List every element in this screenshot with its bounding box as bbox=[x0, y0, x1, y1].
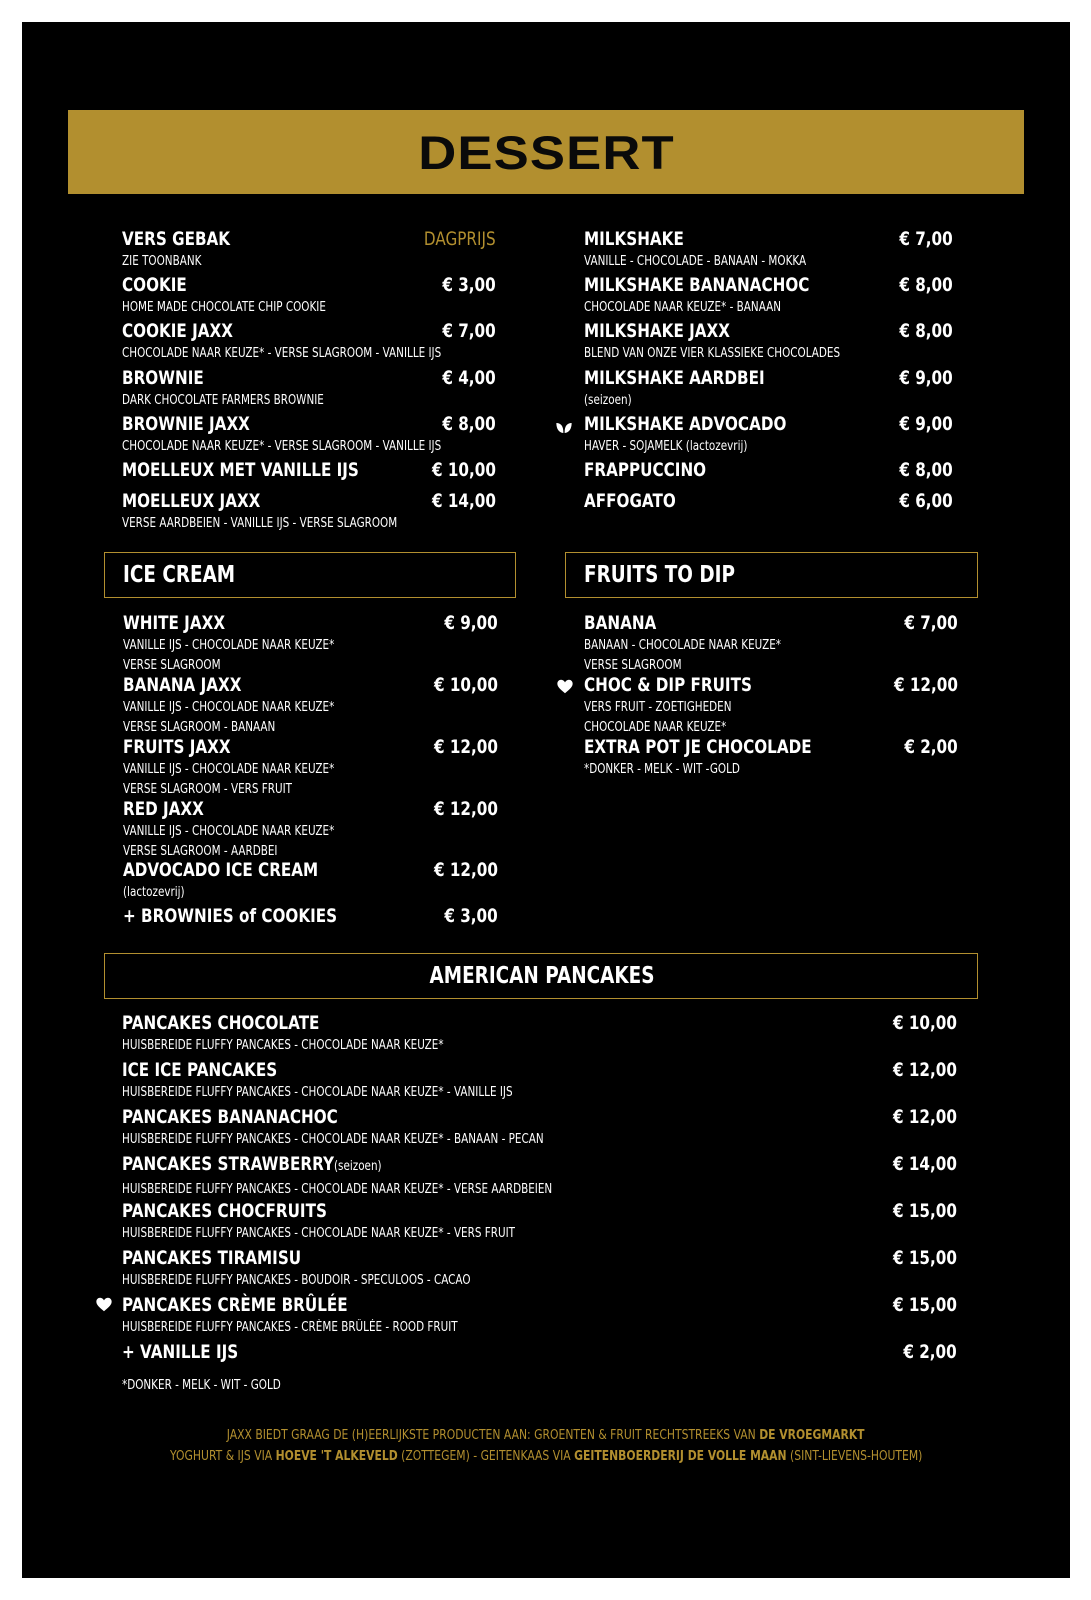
item-name: PANCAKES CRÈME BRÛLÉE bbox=[122, 1294, 348, 1316]
item-name: PANCAKES STRAWBERRY(seizoen) bbox=[122, 1153, 382, 1178]
item-name: MILKSHAKE AARDBEI bbox=[584, 367, 765, 389]
item-price: € 15,00 bbox=[893, 1247, 957, 1269]
item-price: € 9,00 bbox=[899, 367, 953, 389]
menu-item-milkshake-jaxx bbox=[584, 320, 953, 362]
menu-item-choc-dip-fruits bbox=[584, 674, 958, 735]
item-description: DARK CHOCOLATE FARMERS BROWNIE bbox=[122, 393, 324, 408]
item-name: COOKIE JAXX bbox=[122, 320, 233, 342]
item-price: € 8,00 bbox=[899, 320, 953, 342]
item-description: HUISBEREIDE FLUFFY PANCAKES - CHOCOLADE NAAR KEUZE* - VANILLE IJS bbox=[122, 1085, 513, 1100]
item-price: DAGPRIJS bbox=[424, 228, 496, 250]
item-price: € 10,00 bbox=[893, 1012, 957, 1034]
item-name: MILKSHAKE JAXX bbox=[584, 320, 730, 342]
item-price: € 6,00 bbox=[899, 490, 953, 512]
menu-item-milkshake-advocado bbox=[584, 413, 953, 455]
item-name: FRUITS JAXX bbox=[123, 736, 231, 758]
section-title-american-pancakes: AMERICAN PANCAKES bbox=[429, 963, 655, 989]
item-name: MOELLEUX JAXX bbox=[122, 490, 261, 512]
menu-item-banana bbox=[584, 612, 958, 673]
item-name: COOKIE bbox=[122, 274, 187, 296]
item-name: RED JAXX bbox=[123, 798, 204, 820]
item-name: WHITE JAXX bbox=[123, 612, 226, 634]
item-note: (seizoen) bbox=[333, 1159, 382, 1174]
item-description: VANILLE IJS - CHOCOLADE NAAR KEUZE* bbox=[123, 700, 335, 715]
item-price: € 7,00 bbox=[899, 228, 953, 250]
menu-item-milkshake-aardbei bbox=[584, 367, 953, 409]
menu-item-cookie bbox=[122, 274, 496, 316]
menu-item-fruits-jaxx bbox=[123, 736, 498, 797]
item-name: MILKSHAKE BANANACHOC bbox=[584, 274, 810, 296]
menu-item-extra-pot-je-chocolade bbox=[584, 736, 958, 778]
menu-item-ice-ice-pancakes bbox=[122, 1059, 957, 1101]
menu-item-pancakes-bananachoc bbox=[122, 1106, 957, 1148]
menu-item-moelleux-jaxx bbox=[122, 490, 496, 532]
item-price: € 15,00 bbox=[893, 1294, 957, 1316]
item-description: VERSE SLAGROOM bbox=[123, 657, 221, 673]
item-price: € 12,00 bbox=[893, 1059, 957, 1081]
menu-item-milkshake bbox=[584, 228, 953, 270]
item-description: HUISBEREIDE FLUFFY PANCAKES - CRÈME BRÛLÉE - ROOD FRUIT bbox=[122, 1320, 458, 1335]
item-description: *DONKER - MELK - WIT -GOLD bbox=[584, 762, 740, 777]
item-name: BANANA bbox=[584, 612, 657, 634]
item-description: (lactozevrij) bbox=[123, 885, 185, 900]
menu-item-vers-gebak bbox=[122, 228, 496, 270]
footer-line-2: YOGHURT & IJS VIA HOEVE 'T ALKEVELD (ZOTTEGEM) - GEITENKAAS VIA GEITENBOERDERIJ DE VOLLE MAAN (SINT-LIEVENS-HOUTEM) bbox=[169, 1448, 923, 1464]
menu-item-pancakes-chocfruits bbox=[122, 1200, 957, 1242]
item-price: € 14,00 bbox=[893, 1153, 957, 1175]
item-price: € 3,00 bbox=[444, 905, 498, 927]
menu-item-brownies-of-cookies bbox=[123, 905, 498, 927]
menu-item-white-jaxx bbox=[123, 612, 498, 673]
item-description: HUISBEREIDE FLUFFY PANCAKES - CHOCOLADE NAAR KEUZE* - BANAAN - PECAN bbox=[122, 1132, 544, 1147]
item-name: EXTRA POT JE CHOCOLADE bbox=[584, 736, 812, 758]
section-header-american-pancakes bbox=[104, 953, 978, 999]
item-description: CHOCOLADE NAAR KEUZE* bbox=[584, 719, 727, 735]
menu-item-frappuccino bbox=[584, 459, 953, 481]
section-header-ice-cream bbox=[104, 552, 516, 598]
menu-item-pancakes-chocolate bbox=[122, 1012, 957, 1054]
footer-line-1: JAXX BIEDT GRAAG DE (H)EERLIJKSTE PRODUCTEN AAN: GROENTEN & FRUIT RECHTSTREEKS VAN DE VROEGMARKT bbox=[227, 1427, 865, 1443]
item-name: + VANILLE IJS bbox=[122, 1341, 239, 1363]
item-price: € 10,00 bbox=[432, 459, 496, 481]
leaf-icon bbox=[555, 419, 573, 437]
item-price: € 12,00 bbox=[894, 674, 958, 696]
section-title-ice-cream: ICE CREAM bbox=[123, 562, 236, 588]
item-name: + BROWNIES of COOKIES bbox=[123, 905, 338, 927]
item-price: € 8,00 bbox=[899, 274, 953, 296]
item-price: € 14,00 bbox=[432, 490, 496, 512]
menu-item-vanille-ijs bbox=[122, 1341, 957, 1363]
item-description: CHOCOLADE NAAR KEUZE* - VERSE SLAGROOM - VANILLE IJS bbox=[122, 439, 442, 454]
item-description: BANAAN - CHOCOLADE NAAR KEUZE* bbox=[584, 638, 781, 653]
item-name: BANANA JAXX bbox=[123, 674, 242, 696]
item-name: PANCAKES BANANACHOC bbox=[122, 1106, 338, 1128]
item-price: € 8,00 bbox=[899, 459, 953, 481]
item-price: € 15,00 bbox=[893, 1200, 957, 1222]
item-name: MILKSHAKE ADVOCADO bbox=[584, 413, 787, 435]
item-price: € 12,00 bbox=[893, 1106, 957, 1128]
menu-item-brownie bbox=[122, 367, 496, 409]
title-banner bbox=[68, 110, 1024, 194]
item-price: € 8,00 bbox=[442, 413, 496, 435]
menu-item-cookie-jaxx bbox=[122, 320, 496, 362]
item-price: € 2,00 bbox=[904, 736, 958, 758]
item-description: VERSE SLAGROOM - BANAAN bbox=[123, 719, 276, 735]
item-price: € 12,00 bbox=[434, 798, 498, 820]
item-name: AFFOGATO bbox=[584, 490, 676, 512]
item-name: BROWNIE bbox=[122, 367, 204, 389]
item-price: € 7,00 bbox=[442, 320, 496, 342]
item-description: BLEND VAN ONZE VIER KLASSIEKE CHOCOLADES bbox=[584, 346, 841, 361]
page-title: DESSERT bbox=[417, 125, 675, 179]
item-description: VANILLE IJS - CHOCOLADE NAAR KEUZE* bbox=[123, 762, 335, 777]
menu-item-brownie-jaxx bbox=[122, 413, 496, 455]
item-name: FRAPPUCCINO bbox=[584, 459, 707, 481]
item-description: VERSE SLAGROOM - AARDBEI bbox=[123, 843, 278, 859]
item-name: MOELLEUX MET VANILLE IJS bbox=[122, 459, 359, 481]
item-description: HUISBEREIDE FLUFFY PANCAKES - CHOCOLADE NAAR KEUZE* - VERSE AARDBEIEN bbox=[122, 1182, 553, 1197]
menu-item-moelleux-met-vanille-ijs bbox=[122, 459, 496, 481]
item-price: € 12,00 bbox=[434, 736, 498, 758]
menu-card bbox=[22, 22, 1070, 1578]
menu-item-milkshake-bananachoc bbox=[584, 274, 953, 316]
menu-item-pancakes-strawberry bbox=[122, 1153, 957, 1198]
item-name: CHOC & DIP FRUITS bbox=[584, 674, 752, 696]
item-description: VERSE SLAGROOM bbox=[584, 657, 682, 673]
item-price: € 9,00 bbox=[899, 413, 953, 435]
item-description: HAVER - SOJAMELK (lactozevrij) bbox=[584, 439, 748, 454]
item-description: ZIE TOONBANK bbox=[122, 254, 202, 269]
menu-item-affogato bbox=[584, 490, 953, 512]
heart-icon bbox=[556, 678, 574, 696]
item-description: HUISBEREIDE FLUFFY PANCAKES - CHOCOLADE NAAR KEUZE* - VERS FRUIT bbox=[122, 1226, 516, 1241]
item-name: BROWNIE JAXX bbox=[122, 413, 250, 435]
item-description: CHOCOLADE NAAR KEUZE* - BANAAN bbox=[584, 300, 781, 315]
item-description: VANILLE - CHOCOLADE - BANAAN - MOKKA bbox=[584, 254, 807, 269]
heart-icon bbox=[95, 1296, 113, 1314]
item-name: PANCAKES CHOCFRUITS bbox=[122, 1200, 327, 1222]
menu-item-banana-jaxx bbox=[123, 674, 498, 735]
item-price: € 12,00 bbox=[434, 859, 498, 881]
menu-item-pancakes-tiramisu bbox=[122, 1247, 957, 1289]
item-name: VERS GEBAK bbox=[122, 228, 231, 250]
item-price: € 10,00 bbox=[434, 674, 498, 696]
section-header-fruits-to-dip bbox=[565, 552, 978, 598]
item-price: € 2,00 bbox=[903, 1341, 957, 1363]
item-description: CHOCOLADE NAAR KEUZE* - VERSE SLAGROOM - VANILLE IJS bbox=[122, 346, 442, 361]
menu-item-red-jaxx bbox=[123, 798, 498, 859]
item-name: ICE ICE PANCAKES bbox=[122, 1059, 278, 1081]
item-name: MILKSHAKE bbox=[584, 228, 684, 250]
section-title-fruits-to-dip: FRUITS TO DIP bbox=[584, 562, 735, 588]
item-description: (seizoen) bbox=[584, 393, 632, 408]
item-price: € 7,00 bbox=[904, 612, 958, 634]
item-description: VERSE SLAGROOM - VERS FRUIT bbox=[123, 781, 293, 797]
menu-item-pancakes-cr-me-br-l-e bbox=[122, 1294, 957, 1336]
supplier-footer bbox=[22, 1424, 1070, 1466]
item-name: PANCAKES TIRAMISU bbox=[122, 1247, 302, 1269]
chocolate-footnote: *DONKER - MELK - WIT - GOLD bbox=[122, 1378, 281, 1393]
item-description: VANILLE IJS - CHOCOLADE NAAR KEUZE* bbox=[123, 638, 335, 653]
item-price: € 3,00 bbox=[442, 274, 496, 296]
item-description: HUISBEREIDE FLUFFY PANCAKES - BOUDOIR - SPECULOOS - CACAO bbox=[122, 1273, 471, 1288]
item-price: € 9,00 bbox=[444, 612, 498, 634]
item-description: HOME MADE CHOCOLATE CHIP COOKIE bbox=[122, 300, 326, 315]
item-description: VANILLE IJS - CHOCOLADE NAAR KEUZE* bbox=[123, 824, 335, 839]
item-price: € 4,00 bbox=[442, 367, 496, 389]
menu-item-advocado-ice-cream bbox=[123, 859, 498, 901]
item-name: PANCAKES CHOCOLATE bbox=[122, 1012, 320, 1034]
item-description: VERS FRUIT - ZOETIGHEDEN bbox=[584, 700, 732, 715]
item-description: HUISBEREIDE FLUFFY PANCAKES - CHOCOLADE NAAR KEUZE* bbox=[122, 1038, 444, 1053]
item-description: VERSE AARDBEIEN - VANILLE IJS - VERSE SLAGROOM bbox=[122, 516, 398, 531]
item-name: ADVOCADO ICE CREAM bbox=[123, 859, 319, 881]
